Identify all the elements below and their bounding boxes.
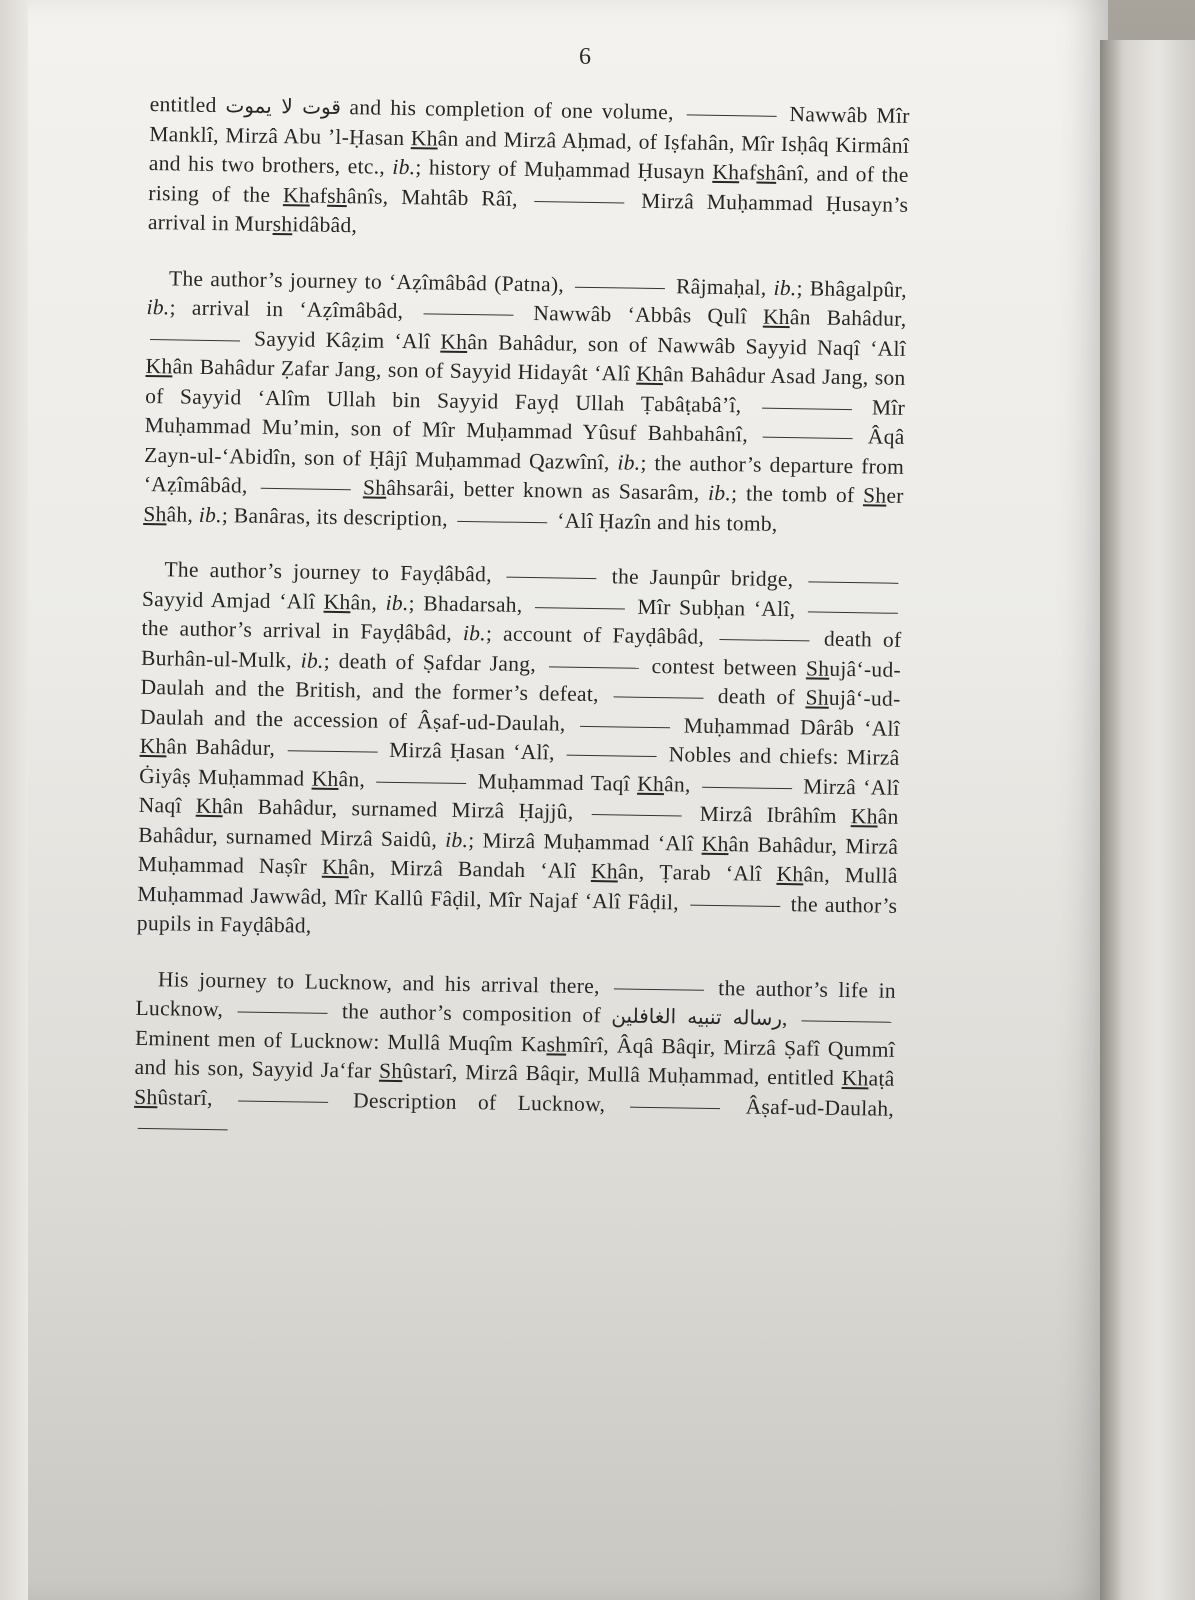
leader-dash bbox=[762, 407, 852, 409]
text-run: the author’s arrival in Fayḍâbâd, bbox=[141, 615, 464, 645]
transliteration-digraph: Kh bbox=[841, 1065, 869, 1091]
leader-dash bbox=[808, 581, 898, 583]
text-run: ‘Alî Ḥazîn and his tomb, bbox=[551, 507, 778, 536]
leader-dash bbox=[763, 437, 853, 439]
text-run: ân, Ṭarab ‘Alî bbox=[617, 859, 777, 886]
text-run: ân, Mullâ Muḥammad Jawwâd, Mîr Kallû Fâḍil, Mîr Najaf ‘Alî Fâḍil, bbox=[137, 862, 898, 915]
text-run: the Jaunpûr bridge, bbox=[600, 564, 805, 592]
ibid-ref: ib. bbox=[773, 275, 797, 300]
transliteration-digraph: Kh bbox=[145, 353, 173, 379]
leader-dash bbox=[238, 1011, 328, 1013]
paragraph-4 bbox=[133, 964, 896, 1153]
text-run: ujâ‘-ud-Daulah and the British, and the former’s defeat, bbox=[140, 656, 902, 707]
leader-dash bbox=[630, 1106, 720, 1108]
transliteration-digraph: Kh bbox=[636, 361, 664, 387]
leader-dash bbox=[592, 814, 682, 816]
transliteration-digraph: Kh bbox=[762, 304, 791, 330]
text-run: ; arrival in ‘Aẓîmâbâd, bbox=[169, 295, 420, 324]
text-run: ân Bahâdur, Mirzâ Muḥammad Naṣîr bbox=[137, 831, 899, 879]
leader-dash bbox=[138, 1128, 228, 1130]
leader-dash bbox=[238, 1100, 328, 1102]
text-run: Sayyid Amjad ‘Alî bbox=[141, 586, 324, 614]
transliteration-digraph: sh bbox=[327, 183, 348, 208]
text-run: ân Bahâdur, son of Nawwâb Sayyid Naqî ‘Alî bbox=[467, 329, 907, 361]
text-run: ân, bbox=[350, 589, 386, 615]
transliteration-digraph: Kh bbox=[323, 589, 351, 614]
text-run: af bbox=[739, 160, 757, 185]
paragraph-1 bbox=[148, 90, 910, 249]
ibid-ref: ib. bbox=[198, 502, 223, 527]
text-run: ân Bahâdur, bbox=[789, 305, 907, 331]
arabic-title: قوت لا يموت bbox=[225, 93, 342, 120]
transliteration-digraph: Kh bbox=[139, 733, 167, 759]
text-run: ûstarî, Mirzâ Bâqir, Mullâ Muḥammad, entitled bbox=[402, 1059, 842, 1090]
text-run: ân, bbox=[663, 771, 699, 797]
text-run: Mirzâ Ibrâhîm bbox=[685, 801, 852, 829]
leader-dash bbox=[507, 577, 597, 579]
text-run: ân Bahâdur Asad Jang, son of Sayyid ‘Alîm Ullah bin Sayyid Fayḍ Ullah Ṭabâṭabâ’î, bbox=[145, 362, 906, 418]
text-run: ân, bbox=[338, 766, 373, 792]
leader-dash bbox=[535, 201, 625, 203]
leader-dash bbox=[549, 666, 639, 668]
text-run: the author’s composition of bbox=[331, 998, 612, 1028]
text-run: ân Bahâdur Ẓafar Jang, son of Sayyid Hidayât ‘Alî bbox=[172, 354, 637, 386]
transliteration-digraph: Kh bbox=[850, 804, 878, 829]
text-run: Muḥammad Taqî bbox=[470, 768, 638, 796]
ibid-ref: ib. bbox=[617, 449, 641, 475]
text-run: ; Bhadarsah, bbox=[408, 590, 532, 617]
transliteration-digraph: Sh bbox=[862, 483, 887, 508]
transliteration-digraph: Kh bbox=[637, 771, 665, 796]
transliteration-digraph: Sh bbox=[378, 1058, 403, 1084]
ibid-ref: ib. bbox=[385, 590, 409, 615]
text-run: ; history of Muḥammad Ḥusayn bbox=[415, 155, 713, 184]
text-run: the author’s pupils in Fayḍâbâd, bbox=[136, 891, 898, 938]
leader-dash bbox=[801, 1020, 891, 1022]
text-run: Mirzâ ‘Alî Naqî bbox=[138, 773, 900, 818]
ibid-ref: ib. bbox=[146, 294, 170, 320]
text-run: Nobles and chiefs: Mirzâ Ġiyâṣ Muḥammad bbox=[139, 742, 900, 791]
text-run: Mîr Muḥammad Mu’min, son of Mîr Muḥammad Yûsuf Bahbahânî, bbox=[144, 394, 906, 447]
transliteration-digraph: Kh bbox=[321, 854, 350, 880]
text-run: âh, bbox=[166, 501, 200, 527]
text-run: the author’s life in Lucknow, bbox=[135, 975, 897, 1022]
text-run: Nawwâb Mîr Manklî, Mirzâ Abu ’l-Ḥasan bbox=[149, 101, 910, 150]
leader-dash bbox=[535, 607, 625, 609]
text-run: The author’s journey to Fayḍâbâd, bbox=[164, 557, 504, 587]
text-run: ân Bahâdur, surnamed Mirzâ Ḥajjû, bbox=[222, 794, 588, 824]
leader-dash bbox=[376, 781, 466, 783]
transliteration-digraph: Kh bbox=[776, 861, 804, 887]
transliteration-digraph: Kh bbox=[712, 159, 740, 185]
text-run: Âqâ Zayn-ul-‘Abidîn, son of Ḥâjî Muḥammad Qazwînî, bbox=[144, 424, 905, 474]
text-run: ; the author’s departure from ‘Aẓîmâbâd, bbox=[143, 450, 905, 498]
leader-dash bbox=[687, 114, 777, 116]
text-run: ân Bahâdur, surnamed Mirzâ Saidû, bbox=[138, 804, 899, 852]
ibid-ref: ib. bbox=[462, 620, 487, 646]
transliteration-digraph: Kh bbox=[590, 859, 619, 884]
ibid-ref: ib. bbox=[392, 154, 416, 180]
leader-dash bbox=[613, 696, 703, 698]
transliteration-digraph: Sh bbox=[805, 685, 830, 710]
text-run: Sayyid Kâẓim ‘Alî bbox=[243, 326, 441, 354]
transliteration-digraph: sh bbox=[546, 1031, 567, 1057]
text-run: His journey to Lucknow, and his arrival there, bbox=[157, 966, 611, 998]
transliteration-digraph: sh bbox=[272, 211, 293, 237]
text-run: ; death of Ṣafdar Jang, bbox=[323, 648, 546, 676]
ibid-ref: ib. bbox=[707, 480, 732, 506]
text-run: , bbox=[781, 1006, 798, 1031]
transliteration-digraph: sh bbox=[756, 160, 777, 185]
text-run: âhsarâi, better known as Sasarâm, bbox=[386, 475, 709, 505]
leader-dash bbox=[150, 339, 240, 341]
text-run: Mirzâ Ḥasan ‘Alî, bbox=[381, 737, 563, 765]
text-run: The author’s journey to ‘Aẓîmâbâd (Patna), bbox=[168, 265, 572, 297]
paragraph-3 bbox=[137, 555, 903, 950]
text-run: Mîr Subḥan ‘Alî, bbox=[628, 594, 805, 621]
text-run: aṭâ bbox=[868, 1066, 895, 1091]
text-run: ân Bahâdur, bbox=[166, 734, 284, 761]
transliteration-digraph: Kh bbox=[311, 766, 339, 791]
transliteration-digraph: Sh bbox=[143, 501, 167, 526]
text-run: Description of Lucknow, bbox=[331, 1087, 627, 1117]
text-run: contest between bbox=[642, 653, 807, 680]
page-number: 6 bbox=[579, 44, 591, 70]
text-run: ; Banâras, its description, bbox=[221, 502, 454, 531]
text-run: death of bbox=[707, 683, 806, 710]
text-run: ûstarî, bbox=[157, 1084, 235, 1110]
text-run: mîrî, Âqâ Bâqir, Mirzâ Ṣafî Qummî and his son, Sayyid Ja‘far bbox=[134, 1032, 896, 1083]
text-run: and his completion of one volume, bbox=[340, 95, 683, 125]
transliteration-digraph: Sh bbox=[362, 475, 387, 500]
text-run: Mirzâ Muḥammad Ḥusayn’s arrival in Mur bbox=[147, 188, 909, 236]
transliteration-digraph: Sh bbox=[805, 655, 830, 681]
leader-dash bbox=[614, 988, 704, 990]
ibid-ref: ib. bbox=[300, 647, 324, 673]
leader-dash bbox=[808, 611, 898, 613]
transliteration-digraph: Sh bbox=[134, 1084, 158, 1109]
text-run: idâbâd, bbox=[292, 212, 358, 238]
text-run: ; Bhâgalpûr, bbox=[796, 275, 908, 302]
leader-dash bbox=[423, 313, 513, 315]
text-run: ân and Mirzâ Aḥmad, of Iṣfahân, Mîr Isḥâq Kirmânî and his two brothers, etc., bbox=[148, 126, 910, 179]
text-run: Muḥammad Dârâb ‘Alî bbox=[673, 712, 901, 741]
leader-dash bbox=[575, 286, 665, 288]
transliteration-digraph: Kh bbox=[195, 793, 223, 819]
contents-text bbox=[133, 90, 910, 1179]
text-run: Âṣaf-ud-Daulah, bbox=[724, 1093, 895, 1121]
leader-dash bbox=[580, 725, 670, 727]
right-page-edge bbox=[1100, 40, 1195, 1600]
leader-dash bbox=[567, 755, 657, 757]
text-run: er bbox=[886, 483, 904, 508]
text-run: ; account of Fayḍâbâd, bbox=[485, 621, 716, 649]
transliteration-digraph: Kh bbox=[282, 182, 311, 208]
text-run: ânîs, Mahtâb Râî, bbox=[346, 183, 531, 211]
transliteration-digraph: Kh bbox=[701, 831, 729, 856]
arabic-title: رساله تنبيه الغافلين bbox=[611, 1003, 783, 1031]
leader-dash bbox=[287, 750, 377, 752]
leader-dash bbox=[260, 488, 350, 490]
text-run: death of Burhân-ul-Mulk, bbox=[140, 626, 902, 672]
text-run: Nawwâb ‘Abbâs Qulî bbox=[517, 300, 764, 329]
text-run: ; Mirzâ Muḥammad ‘Alî bbox=[468, 827, 702, 856]
text-run: Eminent men of Lucknow: Mullâ Muqîm Ka bbox=[134, 1025, 547, 1056]
text-run: Râjmaḥal, bbox=[668, 273, 774, 300]
text-run: ânî, and of the rising of the bbox=[148, 160, 909, 207]
leader-dash bbox=[690, 904, 780, 906]
text-run: af bbox=[309, 183, 328, 208]
text-run: ; the tomb of bbox=[730, 481, 864, 508]
transliteration-digraph: Kh bbox=[440, 329, 468, 354]
text-run: entitled bbox=[149, 91, 226, 118]
leader-dash bbox=[458, 520, 548, 522]
leader-dash bbox=[719, 639, 809, 641]
text-run: ân, Mirzâ Bandah ‘Alî bbox=[348, 855, 592, 884]
transliteration-digraph: Kh bbox=[410, 125, 438, 151]
text-run: ujâ‘-ud-Daulah and the accession of Âṣaf-ud-Daulah, bbox=[139, 685, 901, 736]
leader-dash bbox=[702, 786, 792, 788]
paragraph-2 bbox=[143, 263, 907, 540]
ibid-ref: ib. bbox=[445, 827, 469, 852]
